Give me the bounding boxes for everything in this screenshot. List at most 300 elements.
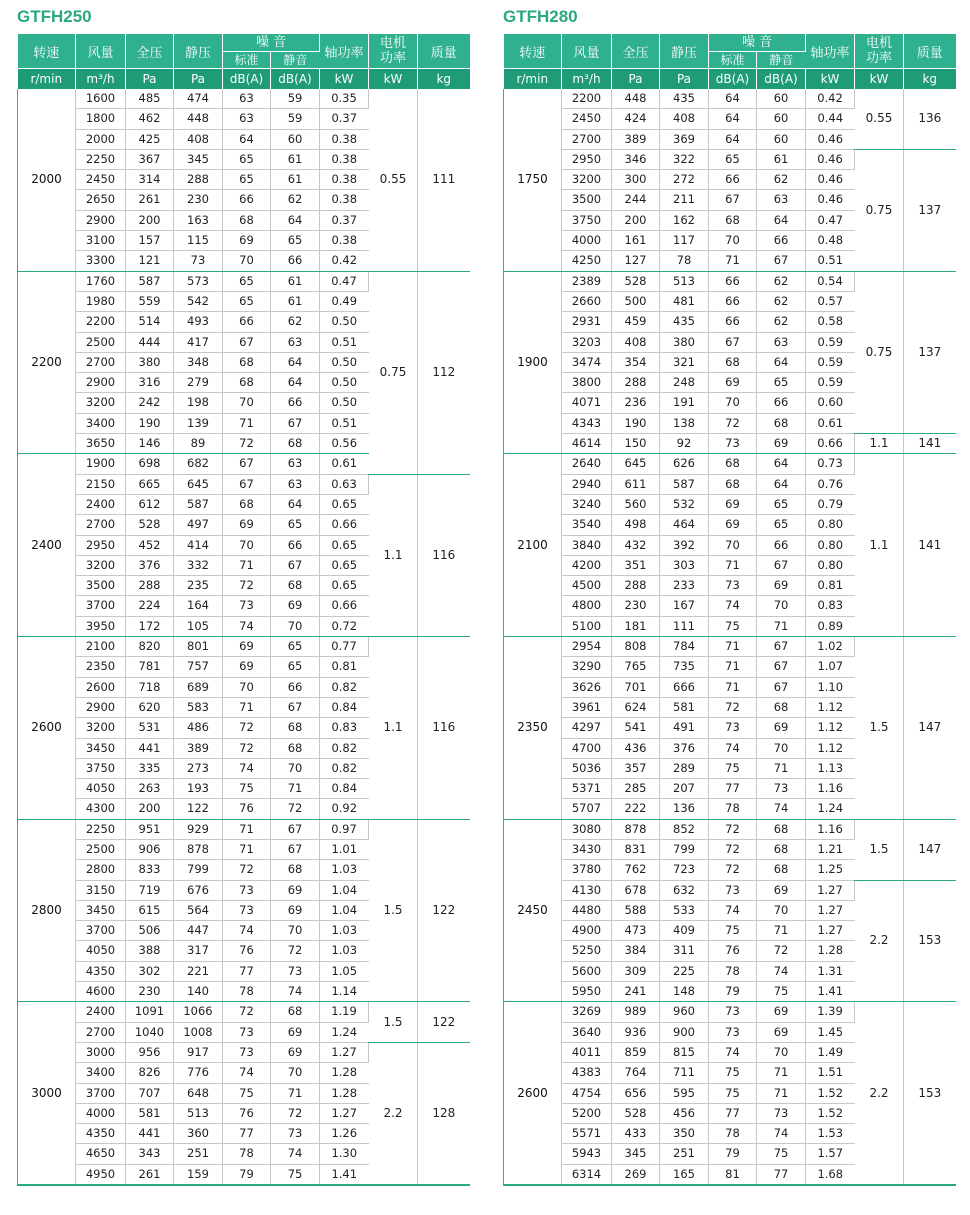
header-noise: 噪 音: [223, 34, 320, 52]
noise-standard-cell: 74: [223, 616, 271, 636]
noise-silent-cell: 63: [271, 474, 320, 494]
shaft-power-cell: 0.51: [320, 413, 369, 433]
flow-cell: 3950: [76, 616, 126, 636]
static-pressure-cell: 645: [174, 474, 223, 494]
static-pressure-cell: 322: [660, 149, 709, 169]
static-pressure-cell: 193: [174, 779, 223, 799]
shaft-power-cell: 0.65: [320, 494, 369, 514]
shaft-power-cell: 0.66: [806, 434, 855, 454]
motor-power-cell: 1.1: [369, 474, 418, 636]
header-noise-standard: 标准: [709, 52, 757, 69]
flow-cell: 2700: [76, 352, 126, 372]
noise-standard-cell: 75: [709, 921, 757, 941]
noise-standard-cell: 77: [223, 1124, 271, 1144]
flow-cell: 3150: [76, 880, 126, 900]
total-pressure-cell: 432: [612, 535, 660, 555]
shaft-power-cell: 0.79: [806, 494, 855, 514]
unit-total-pressure: Pa: [612, 69, 660, 90]
noise-silent-cell: 67: [271, 555, 320, 575]
header-noise-silent: 静音: [757, 52, 806, 69]
shaft-power-cell: 0.38: [320, 129, 369, 149]
shaft-power-cell: 0.42: [320, 251, 369, 271]
shaft-power-cell: 0.38: [320, 170, 369, 190]
noise-standard-cell: 68: [223, 352, 271, 372]
total-pressure-cell: 441: [126, 1124, 174, 1144]
flow-cell: 4950: [76, 1164, 126, 1185]
static-pressure-cell: 815: [660, 1042, 709, 1062]
static-pressure-cell: 317: [174, 941, 223, 961]
static-pressure-cell: 414: [174, 535, 223, 555]
shaft-power-cell: 0.65: [320, 555, 369, 575]
total-pressure-cell: 678: [612, 880, 660, 900]
static-pressure-cell: 784: [660, 637, 709, 657]
shaft-power-cell: 0.49: [320, 291, 369, 311]
shaft-power-cell: 0.47: [806, 210, 855, 230]
speed-cell: 2600: [504, 1002, 562, 1185]
motor-power-cell: 1.5: [855, 819, 904, 880]
shaft-power-cell: 0.46: [806, 149, 855, 169]
total-pressure-cell: 531: [126, 718, 174, 738]
flow-cell: 3750: [562, 210, 612, 230]
total-pressure-cell: 300: [612, 170, 660, 190]
noise-silent-cell: 60: [757, 89, 806, 109]
total-pressure-cell: 244: [612, 190, 660, 210]
noise-standard-cell: 66: [709, 312, 757, 332]
flow-cell: 2700: [76, 1022, 126, 1042]
noise-silent-cell: 65: [757, 373, 806, 393]
motor-power-cell: 1.1: [855, 434, 904, 454]
noise-silent-cell: 66: [271, 251, 320, 271]
flow-cell: 4297: [562, 718, 612, 738]
noise-standard-cell: 73: [223, 880, 271, 900]
noise-silent-cell: 68: [271, 718, 320, 738]
static-pressure-cell: 900: [660, 1022, 709, 1042]
shaft-power-cell: 0.81: [320, 657, 369, 677]
shaft-power-cell: 0.42: [806, 89, 855, 109]
shaft-power-cell: 0.82: [320, 677, 369, 697]
noise-standard-cell: 73: [709, 576, 757, 596]
noise-standard-cell: 68: [223, 373, 271, 393]
total-pressure-cell: 444: [126, 332, 174, 352]
total-pressure-cell: 285: [612, 779, 660, 799]
total-pressure-cell: 354: [612, 352, 660, 372]
motor-power-cell: 2.2: [369, 1042, 418, 1185]
total-pressure-cell: 222: [612, 799, 660, 819]
shaft-power-cell: 0.37: [320, 210, 369, 230]
shaft-power-cell: 0.38: [320, 231, 369, 251]
static-pressure-cell: 165: [660, 1164, 709, 1185]
total-pressure-cell: 762: [612, 860, 660, 880]
shaft-power-cell: 1.13: [806, 758, 855, 778]
noise-standard-cell: 75: [709, 1063, 757, 1083]
total-pressure-cell: 665: [126, 474, 174, 494]
static-pressure-cell: 757: [174, 657, 223, 677]
header-motor-power: [369, 34, 418, 69]
flow-cell: 3474: [562, 352, 612, 372]
shaft-power-cell: 0.50: [320, 373, 369, 393]
header-static-pressure: 静压: [660, 34, 709, 69]
static-pressure-cell: 513: [174, 1103, 223, 1123]
shaft-power-cell: 0.35: [320, 89, 369, 109]
header-flow: 风量: [562, 34, 612, 69]
header-noise-silent: 静音: [271, 52, 320, 69]
noise-silent-cell: 65: [757, 494, 806, 514]
shaft-power-cell: 0.38: [320, 149, 369, 169]
header-mass: 质量: [904, 34, 956, 69]
shaft-power-cell: 0.56: [320, 434, 369, 454]
motor-power-cell: 0.55: [855, 89, 904, 149]
noise-silent-cell: 68: [757, 839, 806, 859]
flow-cell: 2250: [76, 819, 126, 839]
flow-cell: 2940: [562, 474, 612, 494]
noise-standard-cell: 75: [709, 616, 757, 636]
flow-cell: 2500: [76, 332, 126, 352]
static-pressure-cell: 163: [174, 210, 223, 230]
flow-cell: 4700: [562, 738, 612, 758]
flow-cell: 6314: [562, 1164, 612, 1185]
static-pressure-cell: 676: [174, 880, 223, 900]
flow-cell: 1760: [76, 271, 126, 291]
noise-standard-cell: 66: [709, 271, 757, 291]
noise-silent-cell: 73: [271, 1124, 320, 1144]
mass-cell: 147: [904, 819, 956, 880]
noise-standard-cell: 64: [709, 89, 757, 109]
noise-silent-cell: 71: [757, 616, 806, 636]
noise-silent-cell: 66: [757, 393, 806, 413]
static-pressure-cell: 164: [174, 596, 223, 616]
flow-cell: 4480: [562, 900, 612, 920]
noise-silent-cell: 67: [271, 839, 320, 859]
noise-standard-cell: 75: [223, 779, 271, 799]
noise-standard-cell: 65: [223, 291, 271, 311]
noise-silent-cell: 75: [757, 1144, 806, 1164]
noise-standard-cell: 74: [709, 900, 757, 920]
shaft-power-cell: 1.03: [320, 941, 369, 961]
static-pressure-cell: 251: [660, 1144, 709, 1164]
noise-silent-cell: 67: [271, 819, 320, 839]
noise-silent-cell: 71: [757, 1063, 806, 1083]
model-title: GTFH280: [503, 7, 578, 26]
flow-cell: 3500: [76, 576, 126, 596]
motor-power-cell: 0.75: [855, 271, 904, 433]
noise-silent-cell: 62: [757, 312, 806, 332]
total-pressure-cell: 351: [612, 555, 660, 575]
total-pressure-cell: 560: [612, 494, 660, 514]
noise-standard-cell: 78: [223, 1144, 271, 1164]
noise-standard-cell: 73: [709, 880, 757, 900]
noise-silent-cell: 68: [757, 413, 806, 433]
total-pressure-cell: 380: [126, 352, 174, 372]
mass-cell: 128: [418, 1042, 470, 1185]
total-pressure-cell: 588: [612, 900, 660, 920]
total-pressure-cell: 302: [126, 961, 174, 981]
flow-cell: 2954: [562, 637, 612, 657]
flow-cell: 3200: [76, 555, 126, 575]
flow-cell: 1800: [76, 109, 126, 129]
total-pressure-cell: 172: [126, 616, 174, 636]
noise-silent-cell: 65: [271, 515, 320, 535]
table-row: [504, 149, 956, 169]
flow-cell: 2700: [562, 129, 612, 149]
noise-silent-cell: 70: [757, 900, 806, 920]
total-pressure-cell: 190: [612, 413, 660, 433]
header-shaft-power: 轴功率: [320, 34, 369, 69]
total-pressure-cell: 335: [126, 758, 174, 778]
total-pressure-cell: 462: [126, 109, 174, 129]
noise-silent-cell: 66: [757, 231, 806, 251]
noise-standard-cell: 63: [223, 89, 271, 109]
unit-noise-silent: dB(A): [757, 69, 806, 90]
shaft-power-cell: 1.03: [320, 921, 369, 941]
noise-silent-cell: 68: [271, 434, 320, 454]
noise-standard-cell: 71: [709, 637, 757, 657]
noise-standard-cell: 74: [709, 596, 757, 616]
table-row: [18, 819, 470, 839]
shaft-power-cell: 1.14: [320, 982, 369, 1002]
shaft-power-cell: 0.48: [806, 231, 855, 251]
static-pressure-cell: 376: [660, 738, 709, 758]
noise-standard-cell: 64: [223, 129, 271, 149]
shaft-power-cell: 1.07: [806, 657, 855, 677]
static-pressure-cell: 148: [660, 982, 709, 1002]
shaft-power-cell: 1.27: [806, 880, 855, 900]
flow-cell: 3200: [76, 393, 126, 413]
noise-silent-cell: 62: [757, 291, 806, 311]
shaft-power-cell: 1.12: [806, 718, 855, 738]
shaft-power-cell: 0.44: [806, 109, 855, 129]
motor-power-cell: 1.5: [855, 637, 904, 820]
shaft-power-cell: 0.84: [320, 779, 369, 799]
static-pressure-cell: 682: [174, 454, 223, 474]
noise-silent-cell: 65: [271, 657, 320, 677]
unit-shaft-power: kW: [806, 69, 855, 90]
static-pressure-cell: 435: [660, 312, 709, 332]
noise-silent-cell: 64: [757, 352, 806, 372]
noise-standard-cell: 65: [223, 271, 271, 291]
flow-cell: 2000: [76, 129, 126, 149]
table-row: [504, 880, 956, 900]
static-pressure-cell: 417: [174, 332, 223, 352]
shaft-power-cell: 0.63: [320, 474, 369, 494]
noise-standard-cell: 65: [223, 149, 271, 169]
flow-cell: 4343: [562, 413, 612, 433]
static-pressure-cell: 474: [174, 89, 223, 109]
noise-standard-cell: 78: [709, 799, 757, 819]
shaft-power-cell: 0.57: [806, 291, 855, 311]
total-pressure-cell: 448: [612, 89, 660, 109]
unit-mass: kg: [418, 69, 470, 90]
table-body: [504, 89, 956, 1185]
shaft-power-cell: 0.59: [806, 373, 855, 393]
total-pressure-cell: 820: [126, 637, 174, 657]
mass-cell: 111: [418, 89, 470, 271]
shaft-power-cell: 1.26: [320, 1124, 369, 1144]
shaft-power-cell: 1.12: [806, 697, 855, 717]
noise-standard-cell: 75: [709, 1083, 757, 1103]
shaft-power-cell: 0.89: [806, 616, 855, 636]
noise-standard-cell: 76: [223, 1103, 271, 1123]
flow-cell: 4350: [76, 1124, 126, 1144]
static-pressure-cell: 369: [660, 129, 709, 149]
total-pressure-cell: 1040: [126, 1022, 174, 1042]
unit-mass: kg: [904, 69, 956, 90]
static-pressure-cell: 852: [660, 819, 709, 839]
header-noise-standard: 标准: [223, 52, 271, 69]
static-pressure-cell: 626: [660, 454, 709, 474]
speed-cell: 2450: [504, 819, 562, 1002]
noise-standard-cell: 66: [223, 190, 271, 210]
flow-cell: 4754: [562, 1083, 612, 1103]
noise-silent-cell: 63: [271, 454, 320, 474]
total-pressure-cell: 343: [126, 1144, 174, 1164]
shaft-power-cell: 0.81: [806, 576, 855, 596]
shaft-power-cell: 0.59: [806, 352, 855, 372]
noise-silent-cell: 59: [271, 89, 320, 109]
static-pressure-cell: 159: [174, 1164, 223, 1185]
shaft-power-cell: 0.50: [320, 352, 369, 372]
noise-silent-cell: 62: [271, 312, 320, 332]
noise-silent-cell: 74: [757, 799, 806, 819]
flow-cell: 3000: [76, 1042, 126, 1062]
static-pressure-cell: 799: [660, 839, 709, 859]
noise-silent-cell: 66: [271, 535, 320, 555]
noise-silent-cell: 62: [271, 190, 320, 210]
noise-standard-cell: 72: [709, 819, 757, 839]
shaft-power-cell: 1.28: [320, 1083, 369, 1103]
mass-cell: 141: [904, 434, 956, 454]
unit-motor-power: kW: [369, 69, 418, 90]
flow-cell: 2931: [562, 312, 612, 332]
header-speed: 转速: [504, 34, 562, 69]
mass-cell: 141: [904, 454, 956, 637]
noise-standard-cell: 73: [709, 1022, 757, 1042]
shaft-power-cell: 0.65: [320, 535, 369, 555]
noise-silent-cell: 68: [271, 738, 320, 758]
noise-standard-cell: 73: [223, 1022, 271, 1042]
noise-silent-cell: 61: [271, 170, 320, 190]
flow-cell: 4250: [562, 251, 612, 271]
static-pressure-cell: 191: [660, 393, 709, 413]
noise-standard-cell: 72: [709, 860, 757, 880]
total-pressure-cell: 433: [612, 1124, 660, 1144]
noise-silent-cell: 63: [271, 332, 320, 352]
flow-cell: 5100: [562, 616, 612, 636]
table-row: [504, 271, 956, 291]
flow-cell: 3650: [76, 434, 126, 454]
flow-cell: 3290: [562, 657, 612, 677]
static-pressure-cell: 587: [660, 474, 709, 494]
noise-silent-cell: 70: [271, 921, 320, 941]
static-pressure-cell: 380: [660, 332, 709, 352]
noise-silent-cell: 68: [757, 860, 806, 880]
noise-standard-cell: 79: [709, 1144, 757, 1164]
total-pressure-cell: 707: [126, 1083, 174, 1103]
noise-standard-cell: 67: [709, 332, 757, 352]
noise-silent-cell: 73: [271, 961, 320, 981]
noise-silent-cell: 69: [757, 880, 806, 900]
flow-cell: 4011: [562, 1042, 612, 1062]
total-pressure-cell: 288: [126, 576, 174, 596]
noise-standard-cell: 69: [223, 637, 271, 657]
static-pressure-cell: 92: [660, 434, 709, 454]
flow-cell: 2450: [562, 109, 612, 129]
noise-standard-cell: 72: [223, 1002, 271, 1022]
motor-power-cell: 2.2: [855, 880, 904, 1002]
header-total-pressure: 全压: [612, 34, 660, 69]
noise-silent-cell: 64: [271, 373, 320, 393]
flow-cell: 4350: [76, 961, 126, 981]
flow-cell: 4614: [562, 434, 612, 454]
noise-standard-cell: 73: [709, 718, 757, 738]
table-body: [18, 89, 470, 1185]
total-pressure-cell: 309: [612, 961, 660, 981]
noise-silent-cell: 71: [271, 779, 320, 799]
static-pressure-cell: 447: [174, 921, 223, 941]
total-pressure-cell: 833: [126, 860, 174, 880]
total-pressure-cell: 859: [612, 1042, 660, 1062]
header-motor-power-line2: 功率: [380, 51, 407, 66]
unit-flow: m³/h: [562, 69, 612, 90]
noise-silent-cell: 69: [271, 900, 320, 920]
noise-silent-cell: 68: [757, 697, 806, 717]
total-pressure-cell: 956: [126, 1042, 174, 1062]
unit-flow: m³/h: [76, 69, 126, 90]
shaft-power-cell: 1.27: [320, 1042, 369, 1062]
flow-cell: 4071: [562, 393, 612, 413]
total-pressure-cell: 831: [612, 839, 660, 859]
noise-silent-cell: 67: [757, 637, 806, 657]
header-noise: 噪 音: [709, 34, 806, 52]
static-pressure-cell: 542: [174, 291, 223, 311]
static-pressure-cell: 711: [660, 1063, 709, 1083]
table-row: [18, 89, 470, 109]
noise-standard-cell: 77: [709, 779, 757, 799]
noise-silent-cell: 66: [271, 677, 320, 697]
unit-noise-standard: dB(A): [709, 69, 757, 90]
total-pressure-cell: 459: [612, 312, 660, 332]
total-pressure-cell: 424: [612, 109, 660, 129]
total-pressure-cell: 1091: [126, 1002, 174, 1022]
total-pressure-cell: 764: [612, 1063, 660, 1083]
flow-cell: 3100: [76, 231, 126, 251]
shaft-power-cell: 0.50: [320, 393, 369, 413]
shaft-power-cell: 1.51: [806, 1063, 855, 1083]
static-pressure-cell: 225: [660, 961, 709, 981]
noise-standard-cell: 71: [709, 555, 757, 575]
static-pressure-cell: 78: [660, 251, 709, 271]
noise-standard-cell: 69: [709, 373, 757, 393]
motor-power-cell: 0.75: [369, 271, 418, 474]
shaft-power-cell: 0.47: [320, 271, 369, 291]
total-pressure-cell: 263: [126, 779, 174, 799]
shaft-power-cell: 1.52: [806, 1103, 855, 1123]
static-pressure-cell: 122: [174, 799, 223, 819]
noise-silent-cell: 62: [757, 170, 806, 190]
total-pressure-cell: 367: [126, 149, 174, 169]
mass-cell: 122: [418, 819, 470, 1002]
total-pressure-cell: 425: [126, 129, 174, 149]
table-row: [18, 637, 470, 657]
static-pressure-cell: 573: [174, 271, 223, 291]
header-static-pressure: 静压: [174, 34, 223, 69]
static-pressure-cell: 111: [660, 616, 709, 636]
speed-cell: 2800: [18, 819, 76, 1002]
static-pressure-cell: 332: [174, 555, 223, 575]
noise-standard-cell: 76: [223, 799, 271, 819]
mass-cell: 137: [904, 149, 956, 271]
flow-cell: 5571: [562, 1124, 612, 1144]
shaft-power-cell: 1.30: [320, 1144, 369, 1164]
